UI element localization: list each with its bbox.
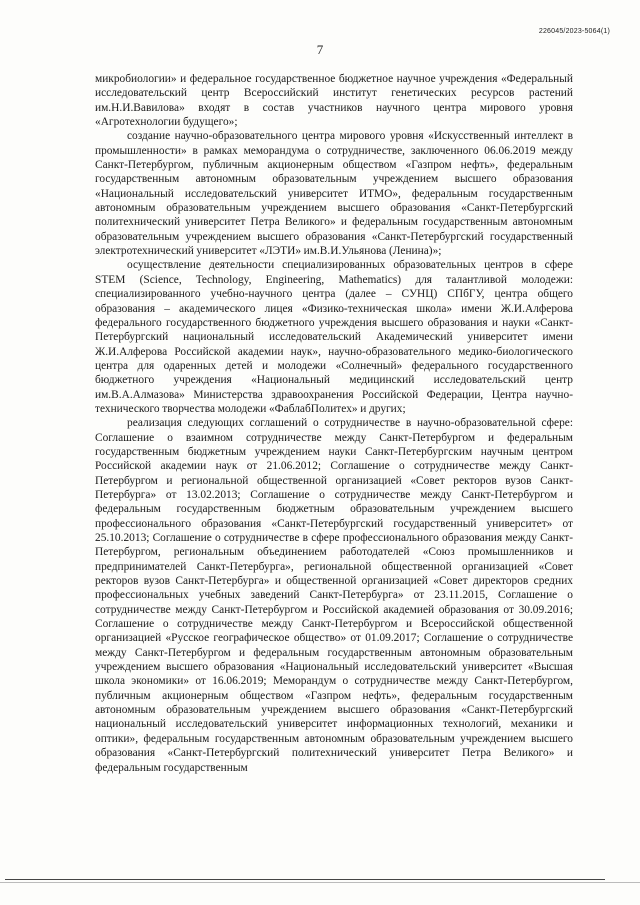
document-body [95,72,573,775]
paragraph: микробиологии» и федеральное государственное бюджетное научное учреждения «Федеральный исследовательский центр Всероссийский институт генетических ресурсов растений им.Н.И.Вавилова» входят в состав участников научного центра мирового уровня «Агротехнологии будущего»; [95,73,573,129]
document-id: 226045/2023-5064(1) [538,28,610,35]
scan-edge-line-faint [0,882,640,883]
paragraph: создание научно-образовательного центра мирового уровня «Искусственный интеллект в промышленности» в рамках меморандума о сотрудничестве, заключенного 06.06.2019 между Санкт-Петербургом, публичным акционерным обществом «Газпром нефть», федеральным государственным автономным образовательным учреждением высшего образования «Национальный исследовательский университет ИТМО», федеральным государственным автономным образовательным учреждением высшего образования «Санкт-Петербургский политехнический университет Петра Великого» и федеральным государственным автономным образовательным учреждением высшего образования «Санкт-Петербургский государственный электротехнический университет «ЛЭТИ» им.В.И.Ульянова (Ленина)»; [95,130,573,258]
page-number: 7 [316,42,324,57]
paragraph: реализация следующих соглашений о сотрудничестве в научно-образовательной сфере: Соглашение о взаимном сотрудничестве между Санкт-Петербургом и федеральным государственным бюджетным учреждением науки Санкт-Петербургским научным центром Российской академии наук от 21.06.2012; Соглашение о сотрудничестве между Санкт-Петербургом и региональной общественной организацией «Совет ректоров вузов Санкт-Петербурга» от 13.02.2013; Соглашение о сотрудничестве между Санкт-Петербургом и федеральным государственным бюджетным образовательным учреждением высшего профессионального образования «Санкт-Петербургский государственный университет» от 25.10.2013; Соглашение о сотрудничестве в сфере профессионального образования между Санкт-Петербургом, региональным объединением работодателей «Союз промышленников и предпринимателей Санкт-Петербурга», региональной общественной организацией «Совет ректоров вузов Санкт-Петербурга» и общественной организацией «Совет директоров средних профессиональных учебных заведений Санкт-Петербурга» от 23.11.2015, Соглашение о сотрудничестве между Санкт-Петербургом и Российской академией образования от 30.09.2016; Соглашение о сотрудничестве между Санкт-Петербургом и Всероссийской общественной организацией «Русское географическое общество» от 01.09.2017; Соглашение о сотрудничестве между Санкт-Петербургом и федеральным государственным автономным образовательным учреждением высшего образования «Национальный исследовательский университет «Высшая школа экономики» от 16.06.2019; Меморандум о сотрудничестве между Санкт-Петербургом, публичным акционерным обществом «Газпром нефть», федеральным государственным автономным образовательным учреждением высшего образования «Санкт-Петербургский национальный исследовательский университет информационных технологий, механики и оптики», федеральным государственным автономным образовательным учреждением высшего образования «Санкт-Петербургский политехнический университет Петра Великого» и федеральным государственным [95,417,573,774]
scan-edge-line [5,879,605,880]
paragraph: осуществление деятельности специализированных образовательных центров в сфере STEM (Science, Technology, Engineering, Mathematics) для талантливой молодежи: специализированного учебно-научного центра (далее – СУНЦ) СПбГУ, центра общего образования – академического лицея «Физико-техническая школа» имени Ж.И.Алферова федерального государственного бюджетного учреждения высшего образования и науки «Санкт-Петербургский национальный исследовательский Академический университет имени Ж.И.Алферова Российской академии наук», научно-образовательного медико-биологического центра для одаренных детей и молодежи «Солнечный» федерального государственного бюджетного учреждения «Национальный медицинский исследовательский центр им.В.А.Алмазова» Министерства здравоохранения Российской Федерации, Центра научно-технического творчества молодежи «ФаблабПолитех» и других; [95,259,573,415]
